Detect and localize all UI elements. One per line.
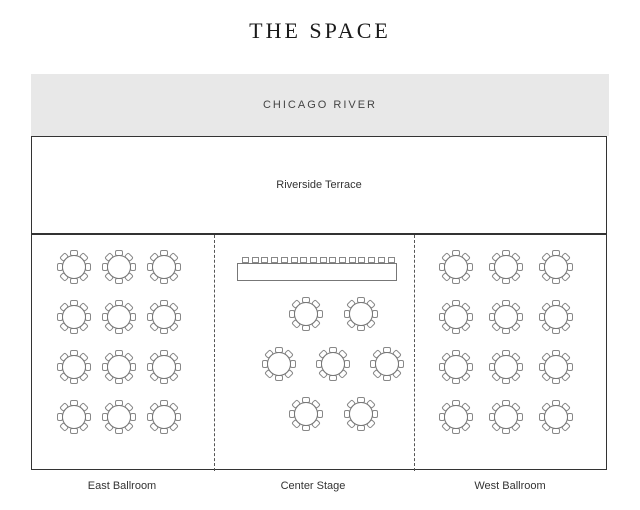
- divider-east-center: [214, 235, 215, 471]
- round-table[interactable]: [539, 250, 573, 284]
- table-top: [349, 402, 373, 426]
- round-table[interactable]: [57, 400, 91, 434]
- head-table-seat: [320, 257, 327, 263]
- head-table-seat: [310, 257, 317, 263]
- riverside-terrace-area: [31, 136, 607, 234]
- divider-center-west: [414, 235, 415, 471]
- zone-label-row: [31, 480, 609, 504]
- table-top: [544, 355, 568, 379]
- riverside-terrace-label: Riverside Terrace: [276, 179, 362, 191]
- head-table-seat: [349, 257, 356, 263]
- round-table[interactable]: [489, 300, 523, 334]
- table-top: [107, 305, 131, 329]
- round-table[interactable]: [147, 300, 181, 334]
- table-top: [494, 305, 518, 329]
- zone-label-east: East Ballroom: [87, 480, 157, 492]
- round-table[interactable]: [102, 300, 136, 334]
- table-top: [152, 255, 176, 279]
- round-table[interactable]: [57, 350, 91, 384]
- ballrooms-container: [31, 234, 607, 470]
- head-table-seat: [281, 257, 288, 263]
- table-top: [494, 355, 518, 379]
- round-table[interactable]: [439, 300, 473, 334]
- table-top: [494, 255, 518, 279]
- chicago-river-band: [31, 74, 609, 136]
- table-top: [62, 255, 86, 279]
- floorplan-diagram: [31, 74, 609, 492]
- zone-label-center: Center Stage: [280, 480, 346, 492]
- head-table-seat: [300, 257, 307, 263]
- table-top: [375, 352, 399, 376]
- head-table-seat: [252, 257, 259, 263]
- round-table[interactable]: [539, 350, 573, 384]
- table-top: [62, 355, 86, 379]
- table-top: [444, 405, 468, 429]
- head-table-seat: [358, 257, 365, 263]
- round-table[interactable]: [147, 350, 181, 384]
- round-table[interactable]: [344, 297, 378, 331]
- head-table-seat: [261, 257, 268, 263]
- round-table[interactable]: [147, 400, 181, 434]
- round-table[interactable]: [289, 297, 323, 331]
- round-table[interactable]: [102, 400, 136, 434]
- round-table[interactable]: [539, 300, 573, 334]
- table-top: [444, 305, 468, 329]
- round-table[interactable]: [147, 250, 181, 284]
- table-top: [107, 355, 131, 379]
- head-table[interactable]: [237, 263, 397, 281]
- chicago-river-label: CHICAGO RIVER: [262, 99, 377, 111]
- zone-west-ballroom: [414, 235, 608, 471]
- table-top: [444, 355, 468, 379]
- zone-east-ballroom: [32, 235, 214, 471]
- head-table-seat: [242, 257, 249, 263]
- head-table-seat: [388, 257, 395, 263]
- round-table[interactable]: [439, 250, 473, 284]
- round-table[interactable]: [489, 350, 523, 384]
- round-table[interactable]: [439, 350, 473, 384]
- table-top: [544, 255, 568, 279]
- table-top: [152, 305, 176, 329]
- table-top: [62, 305, 86, 329]
- table-top: [152, 355, 176, 379]
- head-table-seat: [291, 257, 298, 263]
- round-table[interactable]: [370, 347, 404, 381]
- round-table[interactable]: [102, 250, 136, 284]
- head-table-seat: [378, 257, 385, 263]
- round-table[interactable]: [489, 400, 523, 434]
- table-top: [62, 405, 86, 429]
- table-top: [294, 302, 318, 326]
- round-table[interactable]: [439, 400, 473, 434]
- round-table[interactable]: [344, 397, 378, 431]
- table-top: [444, 255, 468, 279]
- round-table[interactable]: [262, 347, 296, 381]
- head-table-seat: [271, 257, 278, 263]
- head-table-seat: [329, 257, 336, 263]
- head-table-seat: [368, 257, 375, 263]
- round-table[interactable]: [539, 400, 573, 434]
- table-top: [349, 302, 373, 326]
- table-top: [544, 405, 568, 429]
- table-top: [494, 405, 518, 429]
- head-table-seat: [339, 257, 346, 263]
- round-table[interactable]: [489, 250, 523, 284]
- zone-center-stage: [214, 235, 414, 471]
- table-top: [107, 405, 131, 429]
- round-table[interactable]: [57, 250, 91, 284]
- round-table[interactable]: [316, 347, 350, 381]
- round-table[interactable]: [57, 300, 91, 334]
- table-top: [107, 255, 131, 279]
- table-top: [321, 352, 345, 376]
- page-title: THE SPACE: [249, 18, 391, 43]
- table-top: [267, 352, 291, 376]
- zone-label-west: West Ballroom: [474, 480, 546, 492]
- round-table[interactable]: [102, 350, 136, 384]
- table-top: [294, 402, 318, 426]
- table-top: [544, 305, 568, 329]
- round-table[interactable]: [289, 397, 323, 431]
- table-top: [152, 405, 176, 429]
